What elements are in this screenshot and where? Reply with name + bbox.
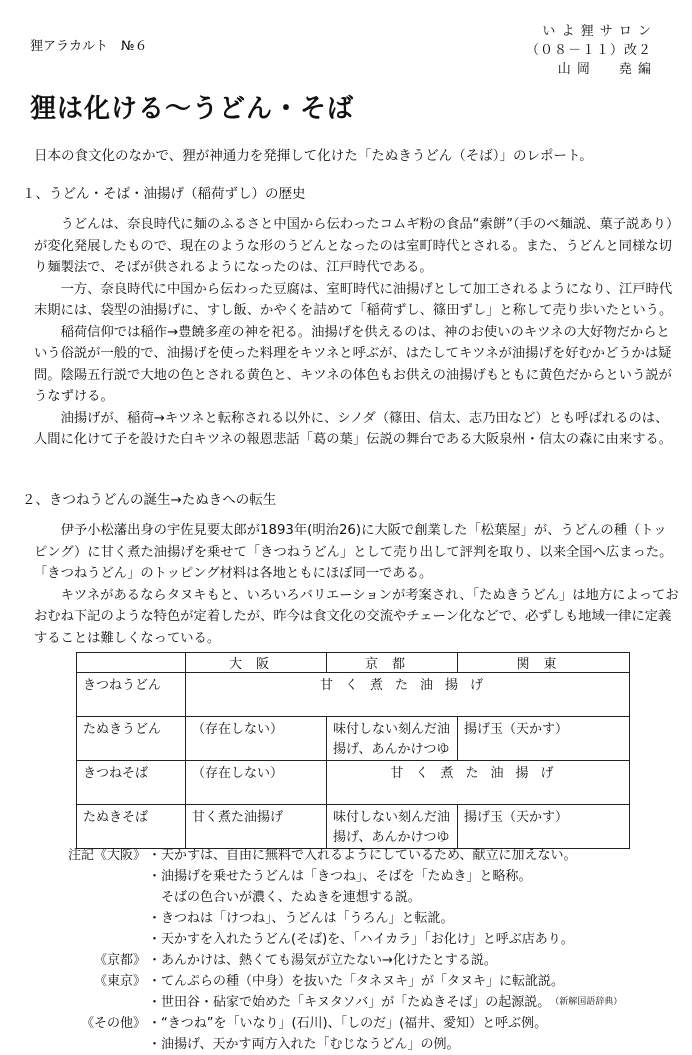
table-header-cell: 京都 <box>327 653 458 673</box>
paragraph: 伊予小松藩出身の宇佐見要太郎が1893年(明治26)に大阪で創業した「松葉屋」が、うどんの種（トッピング）に甘く煮た油揚げを乗せて「きつねうどん」として売り出して評判を取り、以来全国へ広まった。「きつねうどん」のトッピング材料は各地ともにほぼ同一である。 <box>34 523 673 581</box>
note-line <box>48 971 622 992</box>
note-label: 注記《大阪》 <box>67 848 146 863</box>
paragraph: 油揚げが、稲荷→キツネと転称される以外に、シノダ（篠田、信太、志乃田など）とも呼ばれるのは、人間に化けて子を設けた白キツネの報恩悲話「葛の葉」伝説の舞台である大阪泉州・信太の森に由来する。 <box>34 410 672 447</box>
note-line <box>48 887 622 908</box>
note-text: ・天かすを入れたうどん(そば)を、「ハイカラ」「お化け」と呼ぶ店あり。 <box>148 932 574 947</box>
paragraph: 稲荷信仰では稲作→豊饒多産の神を祀る。油揚げを供えるのは、神のお使いのキツネの大好物だからという俗説が一般的で、油揚げを使った料理をキツネと呼ぶが、はたしてキツネが油揚げを好むかどうかは疑問。陰陽五行説で大地の色とされる黄色と、キツネの体色もお供えの油揚げもともに黄色だからという説がうなずける。 <box>34 324 672 404</box>
salon-name: い よ 狸 サ ロ ン <box>542 24 652 39</box>
editor-name: 山 岡 堯 編 <box>557 62 652 77</box>
note-line <box>48 866 622 887</box>
osaka-cell: 甘く煮た油揚げ <box>186 805 327 849</box>
note-text: ・てんぷらの種（中身）を抜いた「タネヌキ」が「タヌキ」に転訛説。 <box>148 974 565 989</box>
table-header-cell: 大阪 <box>186 653 327 673</box>
note-label <box>48 1034 148 1055</box>
dish-cell: たぬきそば <box>77 805 186 849</box>
table-header-cell: 関東 <box>458 653 630 673</box>
note-label <box>48 992 148 1013</box>
note-line <box>48 1013 622 1034</box>
header-meta <box>526 22 652 79</box>
note-label: 《京都》 <box>93 953 146 968</box>
section-2-body <box>34 520 679 649</box>
intro-text: 日本の食文化のなかで、狸が神通力を発揮して化けた「たぬきうどん（そば）」のレポート。 <box>34 148 593 164</box>
doc-code: （０８－１１）改２ <box>525 43 652 58</box>
note-text: ・天かすは、自由に無料で入れるようにしているため、献立に加えない。 <box>148 848 577 863</box>
note-line <box>48 992 622 1013</box>
notes-block <box>48 845 622 1055</box>
note-line <box>48 845 622 866</box>
note-text: ・あんかけは、熱くても湯気が立たない→化けたとする説。 <box>148 953 497 968</box>
page-title: 狸は化ける～うどん・そば <box>30 94 355 124</box>
dish-cell: たぬきうどん <box>77 717 186 761</box>
table-row <box>77 673 630 717</box>
note-label: 《その他》 <box>80 1016 146 1031</box>
table-header-row <box>77 653 630 673</box>
note-line <box>48 950 622 971</box>
note-label: 《東京》 <box>93 974 146 989</box>
note-line <box>48 929 622 950</box>
table-row <box>77 805 630 849</box>
dish-cell: きつねうどん <box>77 673 186 717</box>
dish-cell: きつねそば <box>77 761 186 805</box>
paragraph: 一方、奈良時代に中国から伝わった豆腐は、室町時代に油揚げとして加工されるようになり、江戸時代末期には、袋型の油揚げに、すし飯、かやくを詰めて「稲荷ずし、篠田ずし」と称して売り歩いたという。 <box>34 281 673 318</box>
kyoto-cell: 味付しない刻んだ油揚げ、あんかけつゆ <box>327 717 458 761</box>
note-text: ・世田谷・砧家で始めた「キヌタソバ」が「たぬきそば」の起源説。 <box>148 995 551 1010</box>
note-text: ・きつねは「けつね」、うどんは「うろん」と転訛。 <box>148 911 454 926</box>
note-text: ・油揚げを乗せたうどんは「きつね」、そばを「たぬき」と略称。 <box>148 869 532 884</box>
note-label <box>48 866 148 887</box>
note-label <box>48 908 148 929</box>
kanto-cell: 揚げ玉（天かす） <box>458 717 630 761</box>
table-row <box>77 761 630 805</box>
table-header-cell <box>77 653 186 673</box>
merged-cell: 甘く煮た油揚げ <box>186 673 630 717</box>
section-2-heading: ２、きつねうどんの誕生→たぬきへの転生 <box>22 492 277 508</box>
note-label <box>48 929 148 950</box>
note-label <box>48 887 148 908</box>
paragraph: うどんは、奈良時代に麺のふるさと中国から伝わったコムギ粉の食品“索餅”（手のべ麺説、菓子説あり）が変化発展したもので、現在のような形のうどんとなったのは室町時代とされる。また、うどんと同様な切り麺製法で、そばが供されるようになったのは、江戸時代である。 <box>34 217 673 275</box>
comparison-table <box>76 652 630 849</box>
kyoto-cell: 味付しない刻んだ油揚げ、あんかけつゆ <box>327 805 458 849</box>
table-row <box>77 717 630 761</box>
note-text: そばの色合いが濃く、たぬきを連想する説。 <box>148 890 421 905</box>
note-text: ・“きつね”を「いなり」(石川)、「しのだ」(福井、愛知）と呼ぶ例。 <box>148 1016 548 1031</box>
note-line <box>48 1034 622 1055</box>
note-source: （新解国語辞典） <box>550 997 623 1007</box>
osaka-cell: （存在しない） <box>186 761 327 805</box>
paragraph: キツネがあるならタヌキもと、いろいろバリエーションが考案され、「たぬきうどん」は地方によっておおむね下記のような特色が定着したが、昨今は食文化の交流やチェーン化などで、必ずしも地域一律に定義することは難しくなっている。 <box>34 587 679 646</box>
note-line <box>48 908 622 929</box>
section-1-body <box>34 214 679 451</box>
osaka-cell: （存在しない） <box>186 717 327 761</box>
note-text: ・油揚げ、天かす両方入れた「むじなうどん」の例。 <box>148 1037 460 1052</box>
series-label: 狸アラカルト №６ <box>30 39 148 54</box>
section-1-heading: １、うどん・そば・油揚げ（稲荷ずし）の歴史 <box>22 186 306 202</box>
kanto-cell: 揚げ玉（天かす） <box>458 805 630 849</box>
merged-cell: 甘く煮た油揚げ <box>327 761 630 805</box>
